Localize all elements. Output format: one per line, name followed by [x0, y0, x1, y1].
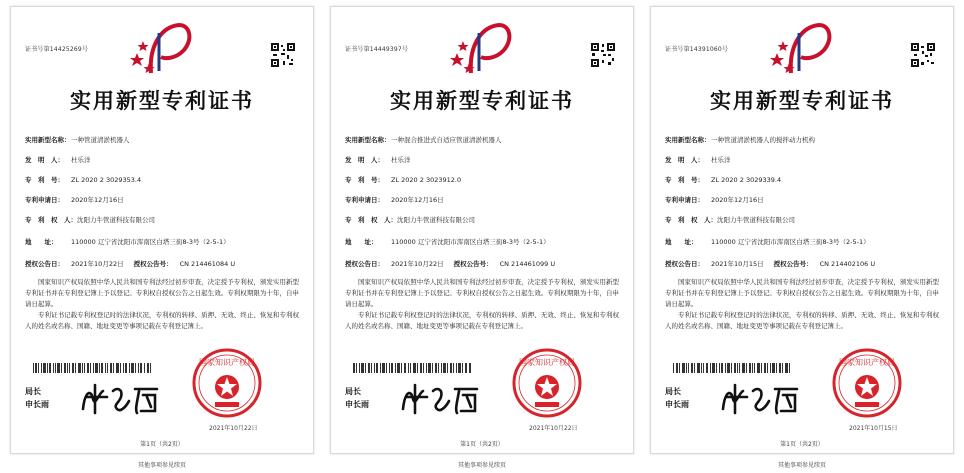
field-inventor [345, 155, 411, 164]
field-label: 专 利 号： [345, 176, 384, 184]
continuation-note: 其他事项参见续页 [457, 462, 506, 469]
patent-office-emblem-icon [129, 19, 195, 79]
field-address [25, 237, 230, 246]
field-value: 杜乐洋 [711, 156, 731, 164]
field-application-date [345, 195, 444, 204]
field-address [345, 237, 550, 246]
field-label: 授权公告日： [665, 260, 704, 268]
field-value: 沈阳力牛管道科技有限公司 [77, 216, 155, 224]
field-patentee [25, 215, 155, 224]
certificate-body [25, 277, 299, 332]
field-label: 专 利 权 人： [25, 216, 77, 224]
field-label: 专利申请日： [25, 196, 64, 204]
field-label: 发 明 人： [665, 156, 704, 164]
field-label: 发 明 人： [345, 156, 384, 164]
field-label: 实用新型名称： [25, 136, 71, 144]
field-label: 专利申请日： [665, 196, 704, 204]
seal-date: 2021年10月22日 [209, 425, 258, 432]
qr-code-icon [911, 43, 935, 67]
field-value: ZL 2020 2 3029353.4 [71, 176, 142, 184]
director-name: 申长雨 [345, 400, 369, 409]
certificate-body [665, 277, 939, 332]
director-title: 局长 [25, 387, 41, 396]
director-block [25, 385, 49, 411]
director-title: 局长 [345, 387, 361, 396]
field-label: 授权公告号： [133, 260, 173, 268]
continuation-note: 其他事项参见续页 [777, 462, 826, 469]
field-application-date [25, 195, 124, 204]
body-paragraph: 专利证书记载专利权登记时的法律状况，专利权的转移、质押、无效、终止、恢复和专利权人的姓名或名称、国籍、地址变更等事项记载在专利登记簿上。 [665, 311, 939, 330]
field-label: 地 址： [25, 238, 58, 246]
field-label: 授权公告日： [25, 260, 64, 268]
patent-office-emblem-icon [449, 19, 515, 79]
field-patent-number [345, 175, 461, 184]
certificate-2 [330, 6, 634, 454]
page-number: 第1页（共2页） [780, 441, 824, 448]
field-value: ZL 2020 2 3029339.4 [711, 176, 782, 184]
field-label: 专 利 号： [665, 176, 704, 184]
field-value: CN 214402106 U [819, 260, 876, 268]
field-value: 沈阳力牛管道科技有限公司 [717, 216, 795, 224]
field-patent-number [25, 175, 141, 184]
field-value: 110000 辽宁省沈阳市浑南区白塔三街8-3号（2-5-1） [711, 238, 870, 246]
director-title: 局长 [665, 387, 681, 396]
barcode-icon [353, 363, 471, 373]
body-paragraph: 专利证书记载专利权登记时的法律状况，专利权的转移、质押、无效、终止、恢复和专利权人的姓名或名称、国籍、地址变更等事项记载在专利登记簿上。 [25, 311, 299, 330]
field-value: 2021年10月15日 [711, 260, 764, 268]
field-patentee [665, 215, 795, 224]
field-value: CN 214461099 U [499, 260, 556, 268]
field-label: 授权公告日： [345, 260, 384, 268]
qr-code-icon [591, 43, 615, 67]
qr-code-icon [271, 43, 295, 67]
field-name [345, 135, 502, 144]
field-value: 110000 辽宁省沈阳市浑南区白塔三街8-3号（2-5-1） [71, 238, 230, 246]
field-name [665, 135, 815, 144]
barcode-icon [33, 363, 151, 373]
seal-text: 国家知识产权局 [839, 358, 895, 367]
director-name: 申长雨 [665, 400, 689, 409]
field-value: 杜乐洋 [71, 156, 91, 164]
field-publication [25, 259, 235, 268]
certificate-1 [10, 6, 314, 454]
field-inventor [25, 155, 91, 164]
field-value: 一种混合推进式自适应管道清淤机器人 [391, 136, 502, 144]
body-paragraph: 国家知识产权局依照中华人民共和国专利法经过初步审查，决定授予专利权，颁发实用新型专利证书并在专利登记簿上予以登记。专利权自授权公告之日起生效。专利权期限为十年，自申请日起算。 [25, 278, 299, 308]
field-label: 专 利 权 人： [345, 216, 397, 224]
page-number: 第1页（共2页） [460, 441, 504, 448]
field-value: 2021年10月22日 [71, 260, 124, 268]
certificate-title: 实用新型专利证书 [390, 88, 574, 113]
signature-icon [397, 379, 487, 419]
field-value: 2021年10月22日 [391, 260, 444, 268]
official-seal-icon [831, 347, 903, 419]
seal-date: 2021年10月22日 [529, 425, 578, 432]
certificate-3 [650, 6, 954, 454]
field-publication [665, 259, 875, 268]
field-value: 2020年12月16日 [711, 196, 764, 204]
field-address [665, 237, 870, 246]
certificate-title: 实用新型专利证书 [710, 88, 894, 113]
field-label: 发 明 人： [25, 156, 64, 164]
field-publication [345, 259, 555, 268]
field-value: 杜乐洋 [391, 156, 411, 164]
field-name [25, 135, 130, 144]
body-paragraph: 国家知识产权局依照中华人民共和国专利法经过初步审查，决定授予专利权，颁发实用新型专利证书并在专利登记簿上予以登记。专利权自授权公告之日起生效。专利权期限为十年，自申请日起算。 [345, 278, 619, 308]
field-value: 一种管道清淤机器人 [71, 136, 130, 144]
certificate-number: 证书号第14425269号 [25, 46, 89, 53]
field-label: 授权公告号： [773, 260, 813, 268]
official-seal-icon [511, 347, 583, 419]
certificate-title: 实用新型专利证书 [70, 88, 254, 113]
body-paragraph: 国家知识产权局依照中华人民共和国专利法经过初步审查，决定授予专利权，颁发实用新型专利证书并在专利登记簿上予以登记。专利权自授权公告之日起生效。专利权期限为十年，自申请日起算。 [665, 278, 939, 308]
certificate-number: 证书号第14449397号 [345, 46, 409, 53]
field-label: 专利申请日： [345, 196, 384, 204]
field-label: 地 址： [345, 238, 378, 246]
director-block [345, 385, 369, 411]
field-application-date [665, 195, 764, 204]
certificate-number: 证书号第14391060号 [665, 46, 729, 53]
continuation-note: 其他事项参见续页 [137, 462, 186, 469]
field-label: 专 利 号： [25, 176, 64, 184]
field-value: 一种管道清淤机器人的搅拌动力机构 [711, 136, 815, 144]
seal-text: 国家知识产权局 [199, 358, 255, 367]
signature-icon [717, 379, 807, 419]
signature-icon [77, 379, 167, 419]
director-block [665, 385, 689, 411]
field-value: 110000 辽宁省沈阳市浑南区白塔三街8-3号（2-5-1） [391, 238, 550, 246]
field-patentee [345, 215, 475, 224]
field-label: 授权公告号： [453, 260, 493, 268]
field-label: 地 址： [665, 238, 698, 246]
field-label: 专 利 权 人： [665, 216, 717, 224]
patent-office-emblem-icon [769, 19, 835, 79]
body-paragraph: 专利证书记载专利权登记时的法律状况，专利权的转移、质押、无效、终止、恢复和专利权人的姓名或名称、国籍、地址变更等事项记载在专利登记簿上。 [345, 311, 619, 330]
field-patent-number [665, 175, 781, 184]
barcode-icon [673, 363, 791, 373]
seal-text: 国家知识产权局 [519, 358, 575, 367]
field-value: 沈阳力牛管道科技有限公司 [397, 216, 475, 224]
field-label: 实用新型名称： [345, 136, 391, 144]
field-value: 2020年12月16日 [71, 196, 124, 204]
seal-date: 2021年10月15日 [849, 425, 898, 432]
official-seal-icon [191, 347, 263, 419]
field-value: CN 214461084 U [179, 260, 236, 268]
field-inventor [665, 155, 731, 164]
certificate-body [345, 277, 619, 332]
field-label: 实用新型名称： [665, 136, 711, 144]
field-value: 2020年12月16日 [391, 196, 444, 204]
field-value: ZL 2020 2 3023912.0 [391, 176, 462, 184]
page-number: 第1页（共2页） [140, 441, 184, 448]
director-name: 申长雨 [25, 400, 49, 409]
